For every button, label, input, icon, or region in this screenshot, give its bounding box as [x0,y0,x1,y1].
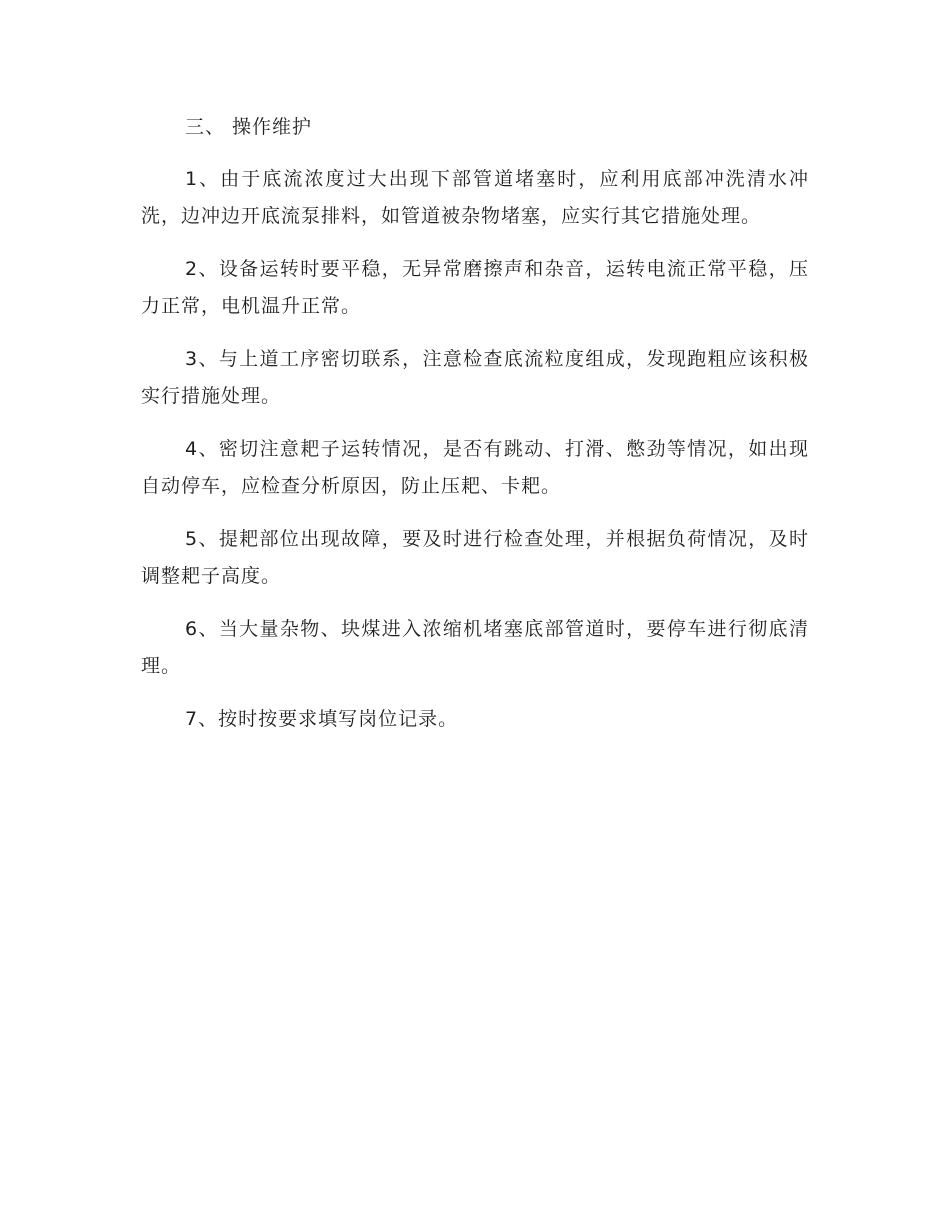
section-heading: 三、 操作维护 [185,116,313,138]
paragraph-7: 7、按时按要求填写岗位记录。 [185,708,459,730]
paragraph-2: 2、设备运转时要平稳，无异常磨擦声和杂音，运转电流正常平稳，压力正常，电机温升正常。 [141,258,809,317]
paragraph-3: 3、与上道工序密切联系，注意检查底流粒度组成，发现跑粗应该积极实行措施处理。 [141,348,809,407]
paragraph-5: 5、提耙部位出现故障，要及时进行检查处理，并根据负荷情况，及时调整耙子高度。 [141,528,809,587]
paragraph-1: 1、由于底流浓度过大出现下部管道堵塞时，应利用底部冲洗清水冲洗，边冲边开底流泵排料，如管道被杂物堵塞，应实行其它措施处理。 [141,168,809,227]
paragraph-6: 6、当大量杂物、块煤进入浓缩机堵塞底部管道时，要停车进行彻底清理。 [141,618,809,677]
document-page [141,112,809,754]
paragraph-4: 4、密切注意耙子运转情况，是否有跳动、打滑、憋劲等情况，如出现自动停车，应检查分析原因，防止压耙、卡耙。 [141,438,809,497]
